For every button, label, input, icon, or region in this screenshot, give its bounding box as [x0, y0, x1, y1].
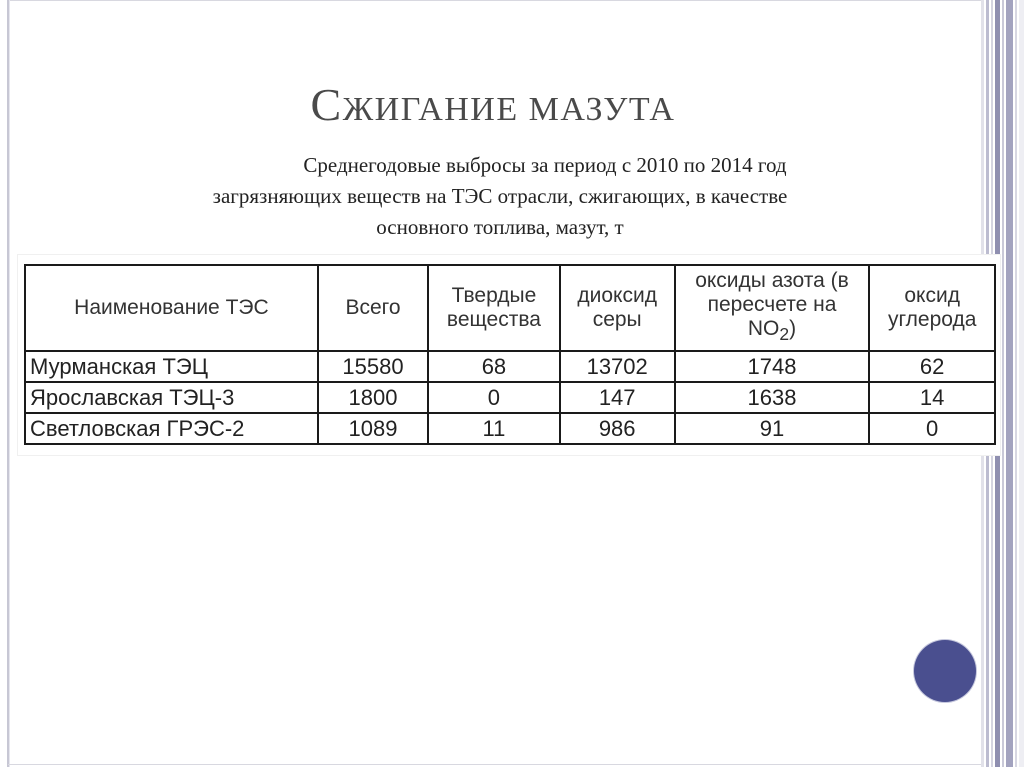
slide-subtitle — [100, 150, 900, 243]
cell-nitrogen-oxides: 1638 — [675, 382, 870, 413]
decorative-circle — [914, 640, 976, 702]
cell-solids: 68 — [428, 351, 560, 382]
emissions-table — [24, 264, 996, 445]
slide-title-rest: ЖИГАНИЕ МАЗУТА — [342, 91, 676, 128]
cell-solids: 0 — [428, 382, 560, 413]
cell-carbon-monoxide: 62 — [869, 351, 995, 382]
cell-plant-name: Мурманская ТЭЦ — [25, 351, 318, 382]
emissions-table-image — [18, 255, 1000, 455]
cell-carbon-monoxide: 0 — [869, 413, 995, 444]
cell-carbon-monoxide: 14 — [869, 382, 995, 413]
slide-frame-bottom — [8, 764, 982, 765]
header-sulfur-dioxide: диоксид серы — [560, 265, 675, 351]
cell-plant-name: Светловская ГРЭС-2 — [25, 413, 318, 444]
table-header-row — [25, 265, 995, 351]
cell-sulfur-dioxide: 147 — [560, 382, 675, 413]
slide-frame-top — [8, 0, 982, 1]
decorative-stripe — [1015, 0, 1017, 767]
cell-solids: 11 — [428, 413, 560, 444]
decorative-stripe — [1006, 0, 1013, 767]
cell-total: 1800 — [318, 382, 428, 413]
header-plant-name: Наименование ТЭС — [25, 265, 318, 351]
cell-sulfur-dioxide: 13702 — [560, 351, 675, 382]
subtitle-line-2: загрязняющих веществ на ТЭС отрасли, сжигающих, в качестве — [212, 184, 788, 208]
subtitle-line-3: основного топлива, мазут, т — [376, 215, 624, 239]
subtitle-line-1: Среднегодовые выбросы за период с 2010 по 2014 год — [303, 153, 787, 177]
cell-nitrogen-oxides: 91 — [675, 413, 870, 444]
decorative-stripe — [1002, 0, 1004, 767]
header-nitrogen-oxides: оксиды азота (в пересчете на $NO_2$) — [675, 265, 870, 351]
header-total: Всего — [318, 265, 428, 351]
slide-title — [0, 78, 986, 131]
cell-sulfur-dioxide: 986 — [560, 413, 675, 444]
cell-nitrogen-oxides: 1748 — [675, 351, 870, 382]
cell-total: 15580 — [318, 351, 428, 382]
table-row — [25, 351, 995, 382]
header-carbon-monoxide: оксид углерода — [869, 265, 995, 351]
header-solids: Твердые вещества — [428, 265, 560, 351]
cell-total: 1089 — [318, 413, 428, 444]
cell-plant-name: Ярославская ТЭЦ-3 — [25, 382, 318, 413]
slide-title-initial: С — [310, 79, 343, 130]
table-row — [25, 382, 995, 413]
decorative-stripe — [1019, 0, 1024, 767]
table-row — [25, 413, 995, 444]
